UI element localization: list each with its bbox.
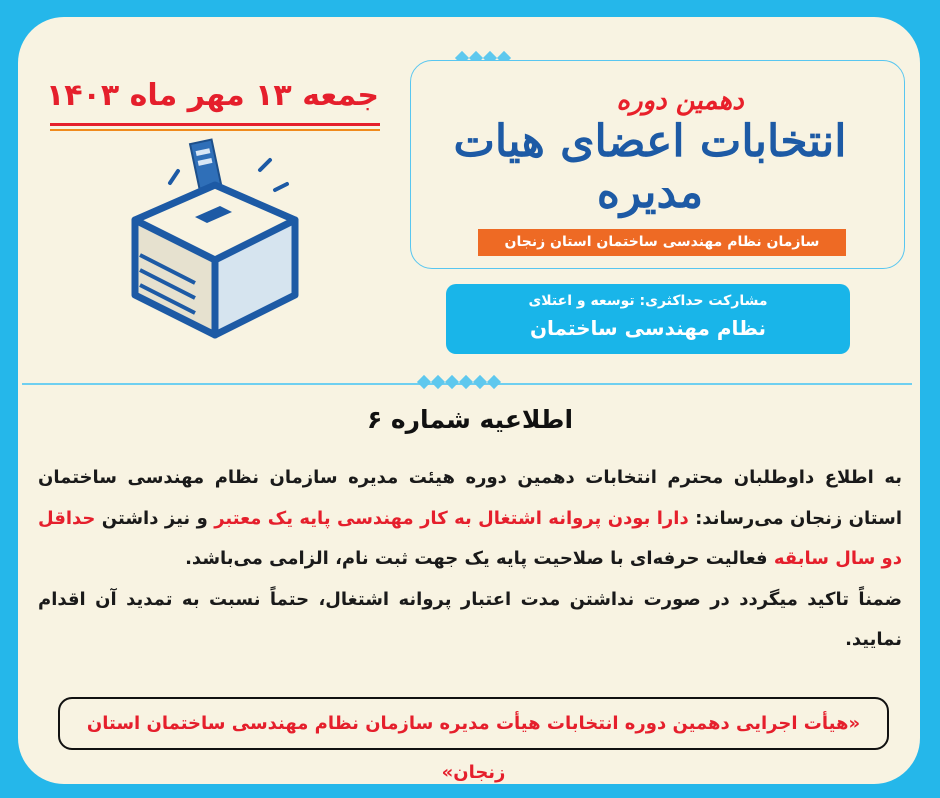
edition-label: دهمین دوره xyxy=(616,86,744,116)
slogan-line-2: نظام مهندسی ساختمان xyxy=(529,316,767,340)
notice-title: اطلاعیه شماره ۶ xyxy=(366,405,574,434)
notice-text: و نیز داشتن xyxy=(95,507,215,529)
date-underline xyxy=(50,123,380,126)
notice-body xyxy=(38,458,902,661)
divider-dots xyxy=(419,377,499,387)
ballot-box-icon xyxy=(110,135,320,345)
main-title: انتخابات اعضای هیات مدیره xyxy=(453,116,847,218)
organization-banner: سازمان نظام مهندسی ساختمان استان زنجان xyxy=(478,229,846,256)
signature-box: «هیأت اجرایی دهمین دوره انتخابات هیأت مدیره سازمان نظام مهندسی ساختمان استان زنجان» xyxy=(58,697,889,750)
highlight-experience: حداقل دو سال سابقه xyxy=(38,507,902,569)
slogan-line-1: مشارکت حداکثری: توسعه و اعتلای xyxy=(528,293,768,309)
notice-paragraph-2: ضمناً تاکید میگردد در صورت نداشتن مدت اعتبار پروانه اشتغال، حتماً نسبت به تمدید آن اقدام نمایید. xyxy=(38,588,902,650)
slogan-box xyxy=(446,284,850,354)
notice-text: فعالیت حرفه‌ای با صلاحیت پایه یک جهت ثبت نام، الزامی می‌باشد. xyxy=(185,548,774,569)
election-date: جمعه ۱۳ مهر ماه ۱۴۰۳ xyxy=(45,78,380,113)
date-underline-accent xyxy=(50,129,380,131)
notice-text: به اطلاع داوطلبان محترم انتخابات دهمین دوره هیئت مدیره سازمان نظام مهندسی ساختمان استان زنجان می‌رساند: xyxy=(38,467,903,529)
highlight-license: دارا بودن پروانه اشتغال به کار مهندسی پایه یک معتبر xyxy=(214,507,689,529)
